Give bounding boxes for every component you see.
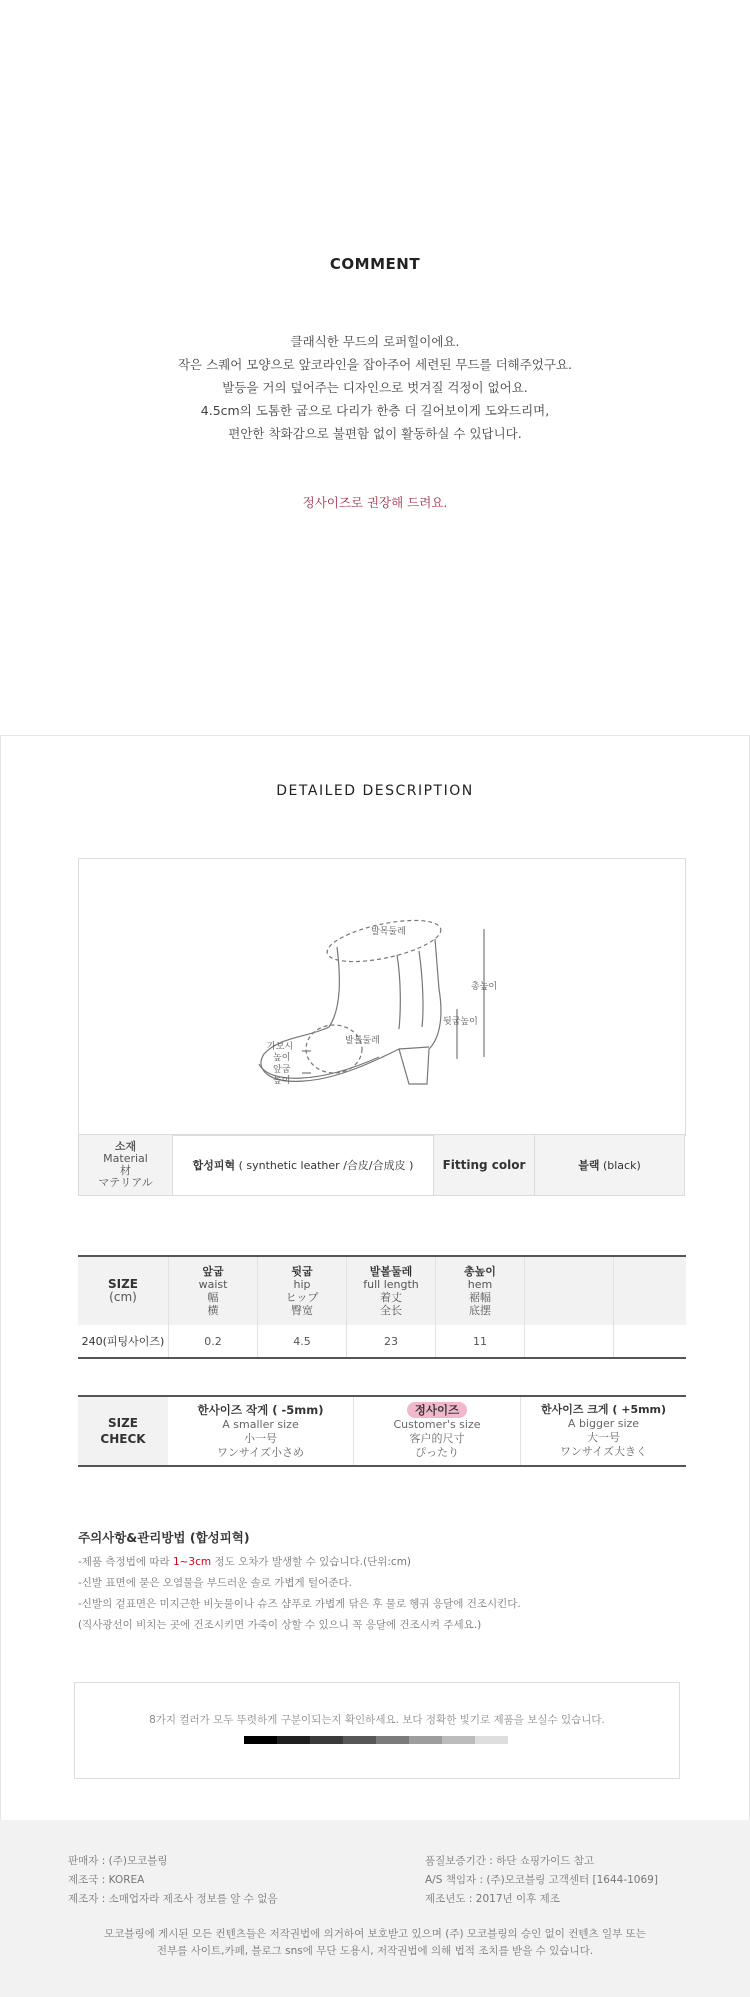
care-item: -신발의 겉표면은 미지근한 비눗물이나 슈즈 샴푸로 가볍게 닦은 후 물로 헹궈 응달에 건조시킨다. bbox=[78, 1598, 521, 1610]
shoe-diagram-svg bbox=[79, 859, 685, 1135]
material-value-sub: ( synthetic leather /合皮/合成皮 ) bbox=[235, 1159, 414, 1172]
material-label-en: Material bbox=[103, 1152, 148, 1165]
care-list bbox=[78, 1552, 521, 1636]
diagram-label-front-1: 앞굽 bbox=[273, 1065, 291, 1075]
footer-as: A/S 책임자 : (주)모코블링 고객센터 [1644-1069] bbox=[425, 1874, 658, 1886]
size-check-zh: 客户的尺寸 bbox=[409, 1431, 465, 1445]
size-col-en: waist bbox=[198, 1278, 228, 1291]
color-check-note: 8가지 컬러가 모두 뚜렷하게 구분이되는지 확인하세요. 보다 정확한 빛기로 제품을 보실수 있습니다. bbox=[149, 1714, 605, 1726]
footer-country: 제조국 : KOREA bbox=[68, 1874, 145, 1886]
color-swatch bbox=[475, 1736, 508, 1744]
size-check-head-1: SIZE bbox=[107, 1416, 138, 1430]
size-col-empty bbox=[525, 1256, 614, 1325]
size-value: 11 bbox=[436, 1325, 525, 1358]
size-col-2 bbox=[347, 1256, 436, 1325]
care-text: 정도 오차가 발생할 수 있습니다.(단위:cm) bbox=[211, 1556, 412, 1568]
shoe-diagram bbox=[78, 858, 686, 1136]
comment-title: COMMENT bbox=[329, 255, 421, 273]
care-item bbox=[78, 1552, 521, 1573]
material-table bbox=[78, 1134, 685, 1196]
size-col-3 bbox=[436, 1256, 525, 1325]
size-col-ko: 앞굽 bbox=[202, 1265, 224, 1278]
color-swatch bbox=[277, 1736, 310, 1744]
size-value-empty bbox=[525, 1325, 614, 1358]
size-check-head bbox=[78, 1396, 168, 1466]
size-check-normal bbox=[354, 1396, 521, 1466]
size-col-ko: 발볼둘레 bbox=[369, 1265, 413, 1278]
size-col-1 bbox=[258, 1256, 347, 1325]
size-col-en: hem bbox=[467, 1278, 493, 1291]
size-col-ja: 横 bbox=[207, 1304, 219, 1317]
diagram-label-ball: 발볼둘레 bbox=[345, 1036, 380, 1046]
size-check-title-highlight: 정사이즈 bbox=[407, 1402, 467, 1418]
material-label-ko: 소재 bbox=[114, 1140, 137, 1153]
size-col-en: full length bbox=[363, 1278, 419, 1291]
color-swatch bbox=[244, 1736, 277, 1744]
size-check-zh: 小一号 bbox=[244, 1431, 277, 1445]
size-check-bigger bbox=[521, 1396, 687, 1466]
color-swatch bbox=[310, 1736, 343, 1744]
size-col-zh: 着丈 bbox=[380, 1291, 402, 1304]
size-check-en: Customer's size bbox=[393, 1417, 481, 1431]
color-swatch bbox=[343, 1736, 376, 1744]
fitting-color-sub: (black) bbox=[599, 1159, 641, 1172]
notice-line: 모코블링에 게시된 모든 컨텐츠들은 저작권법에 의거하여 보호받고 있으며 (주) 모코블링의 승인 없이 컨텐츠 일부 또는 bbox=[104, 1928, 646, 1940]
fitting-color-value bbox=[535, 1135, 685, 1196]
material-label-ja: マテリアル bbox=[98, 1176, 153, 1189]
size-check-title: 한사이즈 작게 ( -5mm) bbox=[197, 1402, 324, 1417]
size-recommendation: 정사이즈로 권장해 드려요. bbox=[302, 495, 448, 510]
comment-line: 발등을 거의 덮어주는 디자인으로 벗겨질 걱정이 없어요. bbox=[222, 380, 528, 395]
care-item: (직사광선이 비치는 곳에 건조시키면 가죽이 상할 수 있으니 꼭 응달에 건조시켜 주세요.) bbox=[78, 1619, 482, 1631]
material-label-zh: 材 bbox=[120, 1164, 131, 1177]
color-swatch bbox=[409, 1736, 442, 1744]
size-check-title: 한사이즈 크게 ( +5mm) bbox=[540, 1403, 667, 1416]
diagram-label-heel-height: 뒷굽높이 bbox=[443, 1017, 478, 1027]
footer-maker: 제조자 : 소매업자라 제조사 정보를 알 수 없음 bbox=[68, 1893, 278, 1905]
size-table bbox=[78, 1255, 686, 1359]
comment-line: 편안한 착화감으로 불편함 없이 활동하실 수 있답니다. bbox=[228, 426, 522, 441]
size-value: 0.2 bbox=[169, 1325, 258, 1358]
color-swatch bbox=[376, 1736, 409, 1744]
size-row-label: 240(피팅사이즈) bbox=[78, 1325, 169, 1358]
size-check-ja: ワンサイズ小さめ bbox=[216, 1445, 305, 1459]
size-check-zh: 大一号 bbox=[587, 1431, 620, 1444]
fitting-color-main: 블랙 bbox=[578, 1159, 600, 1172]
size-col-ja: 臀宽 bbox=[291, 1304, 313, 1317]
color-swatch bbox=[442, 1736, 475, 1744]
size-col-ja: 底摆 bbox=[469, 1304, 491, 1317]
size-check-ja: ぴったり bbox=[415, 1445, 459, 1459]
size-col-en: hip bbox=[293, 1278, 311, 1291]
size-value: 23 bbox=[347, 1325, 436, 1358]
size-col-zh: 幅 bbox=[207, 1291, 219, 1304]
footer-left bbox=[68, 1852, 277, 1909]
size-value: 4.5 bbox=[258, 1325, 347, 1358]
size-col-ko: 뒷굽 bbox=[291, 1265, 313, 1278]
diagram-label-front-2: 높이 bbox=[273, 1076, 291, 1086]
copyright-notice bbox=[0, 1926, 750, 1960]
size-col-0 bbox=[169, 1256, 258, 1325]
diagram-label-toe-1: 가보시 bbox=[267, 1042, 294, 1052]
care-highlight: 1~3cm bbox=[172, 1556, 212, 1568]
size-check-head-2: CHECK bbox=[100, 1432, 146, 1446]
size-check-smaller bbox=[168, 1396, 354, 1466]
size-check-ja: ワンサイズ大きく bbox=[559, 1445, 648, 1458]
size-head-unit: (cm) bbox=[109, 1290, 137, 1304]
comment-line: 클래식한 무드의 로퍼힐이에요. bbox=[290, 334, 460, 349]
footer-year: 제조년도 : 2017년 이후 제조 bbox=[425, 1893, 560, 1905]
size-value-empty bbox=[614, 1325, 687, 1358]
comment-line: 작은 스퀘어 모양으로 앞코라인을 잡아주어 세련된 무드를 더해주었구요. bbox=[177, 357, 573, 372]
footer-warranty: 품질보증기간 : 하단 쇼핑가이드 참고 bbox=[425, 1855, 595, 1867]
care-text: -제품 측정법에 따라 bbox=[78, 1556, 173, 1568]
care-item: -신발 표면에 묻은 오염물을 부드러운 솔로 가볍게 털어준다. bbox=[78, 1577, 352, 1589]
comment-body bbox=[0, 330, 750, 445]
size-check-en: A bigger size bbox=[567, 1417, 640, 1430]
detail-title: DETAILED DESCRIPTION bbox=[276, 783, 474, 799]
material-value-main: 합성피혁 bbox=[192, 1159, 236, 1172]
footer-seller: 판매자 : (주)모코블링 bbox=[68, 1855, 168, 1867]
comment-line: 4.5cm의 도톰한 굽으로 다리가 한층 더 길어보이게 도와드리며, bbox=[200, 403, 550, 418]
size-check-table bbox=[78, 1395, 686, 1467]
diagram-label-total-height: 총높이 bbox=[471, 982, 498, 992]
material-label bbox=[79, 1135, 173, 1196]
color-swatches bbox=[244, 1736, 508, 1744]
diagram-label-toe-2: 높이 bbox=[273, 1053, 291, 1063]
size-head bbox=[78, 1256, 169, 1325]
size-col-ko: 총높이 bbox=[464, 1265, 496, 1278]
size-check-en: A smaller size bbox=[222, 1417, 299, 1431]
footer-right bbox=[425, 1852, 658, 1909]
material-value bbox=[173, 1135, 434, 1196]
notice-line: 전부를 사이트,카페, 블로그 sns에 무단 도용시, 저작권법에 의해 법적 조치를 받을 수 있습니다. bbox=[156, 1945, 594, 1957]
color-check-box bbox=[74, 1682, 680, 1779]
size-head-label: SIZE bbox=[107, 1277, 138, 1291]
fitting-color-label: Fitting color bbox=[434, 1135, 535, 1196]
size-col-empty bbox=[614, 1256, 687, 1325]
diagram-label-ankle: 발목둘레 bbox=[371, 927, 406, 937]
size-col-ja: 全长 bbox=[380, 1304, 402, 1317]
size-col-zh: 裾幅 bbox=[469, 1291, 491, 1304]
care-title: 주의사항&관리방법 (합성피혁) bbox=[78, 1530, 250, 1545]
size-col-zh: ヒップ bbox=[285, 1291, 319, 1304]
